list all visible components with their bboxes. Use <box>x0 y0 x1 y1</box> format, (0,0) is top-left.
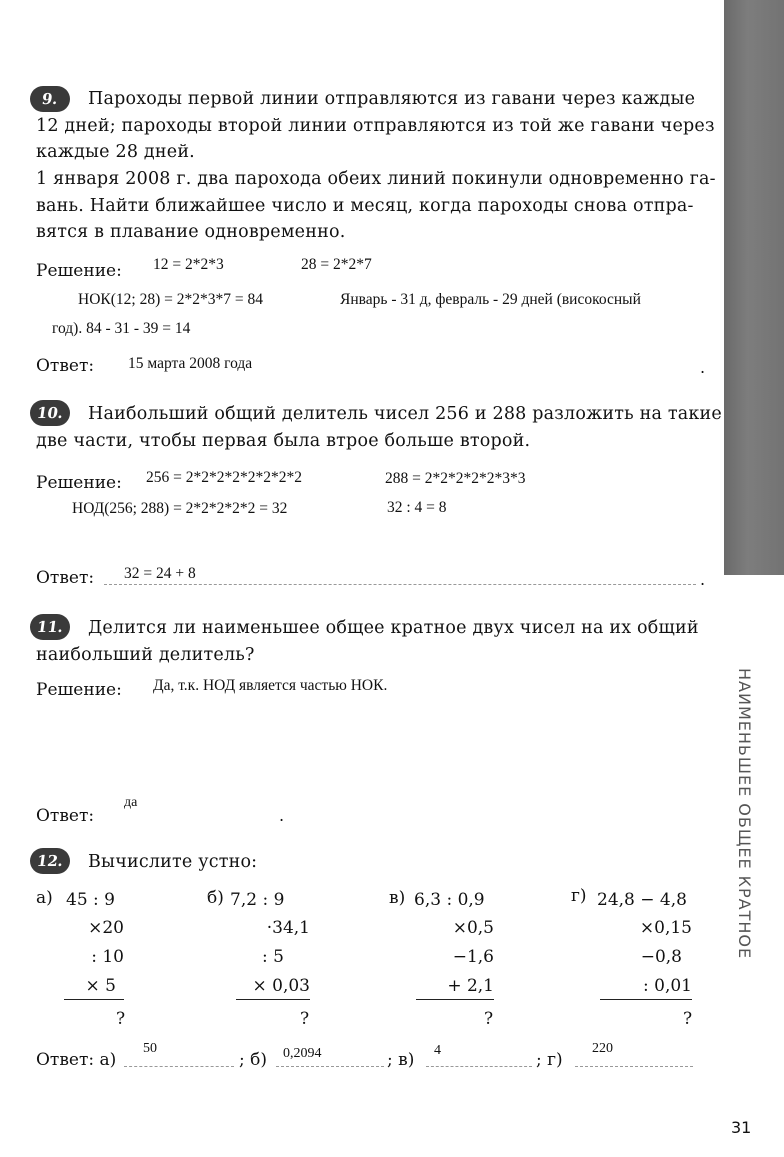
task-12d-step-3: : 0,01 <box>643 976 692 996</box>
task-12b-step-3: × 0,03 <box>252 976 310 996</box>
task-12-badge: 12. <box>30 848 70 874</box>
task-12b-rule <box>236 999 310 1000</box>
task-12c-step-1: ×0,5 <box>452 918 494 938</box>
task-12b-label: б) <box>207 888 224 908</box>
task-10-division: 32 : 4 = 8 <box>387 499 447 516</box>
task-10-line-2: две части, чтобы первая была втрое больше второй. <box>36 431 531 451</box>
task-12d-rule <box>600 999 692 1000</box>
task-10-answer-dot: . <box>700 570 706 589</box>
task-9-factor-12: 12 = 2*2*3 <box>153 256 224 273</box>
task-10-line-1: Наибольший общий делитель чисел 256 и 288 разложить на такие <box>88 404 722 424</box>
task-12a-label: а) <box>36 888 53 908</box>
task-10-gcd: НОД(256; 288) = 2*2*2*2*2 = 32 <box>72 500 288 517</box>
task-12a-step-1: ×20 <box>88 918 124 938</box>
task-12-answer-d: 220 <box>592 1041 613 1056</box>
task-11-line-1: Делится ли наименьшее общее кратное двух чисел на их общий <box>88 618 699 638</box>
task-12-answer-b-line <box>276 1066 384 1068</box>
task-9-line-2: 12 дней; пароходы второй линии отправляются из той же гавани через <box>36 116 715 136</box>
task-12-answer-b: 0,2094 <box>283 1046 322 1061</box>
task-10-answer-label: Ответ: <box>36 568 95 588</box>
task-10-solution-label: Решение: <box>36 473 122 493</box>
task-11-line-2: наибольший делитель? <box>36 645 255 665</box>
task-12-answer-d-label: ; г) <box>536 1050 563 1070</box>
task-10-factor-288: 288 = 2*2*2*2*2*3*3 <box>385 470 526 487</box>
task-10-answer-line <box>104 584 696 586</box>
task-11-answer: да <box>124 795 138 810</box>
task-12c-step-2: −1,6 <box>452 947 494 967</box>
task-9-lcm: НОК(12; 28) = 2*2*3*7 = 84 <box>78 291 263 308</box>
task-12c-step-3: + 2,1 <box>447 976 494 996</box>
task-12a-step-3: × 5 <box>85 976 116 996</box>
task-10-badge: 10. <box>30 400 70 426</box>
task-10-factor-256: 256 = 2*2*2*2*2*2*2*2 <box>146 469 302 486</box>
task-11-solution: Да, т.к. НОД является частью НОК. <box>153 677 388 694</box>
task-12-answer-a: 50 <box>143 1041 157 1056</box>
task-12d-start: 24,8 − 4,8 <box>597 890 687 910</box>
task-12-answer-d-line <box>575 1066 693 1068</box>
task-12c-rule <box>416 999 494 1000</box>
task-12b-result: ? <box>300 1009 310 1029</box>
task-11-answer-dot: . <box>279 806 285 825</box>
task-9-line-6: вятся в плавание одновременно. <box>36 222 346 242</box>
task-12-answer-a-line <box>124 1066 234 1068</box>
task-9-year-calc: год). 84 - 31 - 39 = 14 <box>52 320 191 337</box>
task-12c-label: в) <box>389 888 406 908</box>
side-chapter-title: НАИМЕНЬШЕЕ ОБЩЕЕ КРАТНОЕ <box>735 668 754 960</box>
task-12-answer-b-label: ; б) <box>239 1050 267 1070</box>
task-12-answer-c: 4 <box>434 1043 441 1058</box>
task-12c-start: 6,3 : 0,9 <box>414 890 485 910</box>
task-10-answer: 32 = 24 + 8 <box>124 565 196 582</box>
task-11-answer-label: Ответ: <box>36 806 95 826</box>
task-12d-step-2: −0,8 <box>640 947 682 967</box>
task-9-line-3: каждые 28 дней. <box>36 142 195 162</box>
page-number: 31 <box>731 1118 752 1137</box>
task-12c-result: ? <box>484 1009 494 1029</box>
task-9-solution-label: Решение: <box>36 261 122 281</box>
task-12-answer-c-line <box>426 1066 532 1068</box>
task-12d-label: г) <box>571 886 587 906</box>
task-12b-step-1: ·34,1 <box>266 918 310 938</box>
task-12a-rule <box>64 999 124 1000</box>
task-12d-result: ? <box>683 1009 693 1029</box>
task-9-badge: 9. <box>30 86 70 112</box>
task-12d-step-1: ×0,15 <box>639 918 692 938</box>
task-12-answer-c-label: ; в) <box>387 1050 415 1070</box>
task-9-factor-28: 28 = 2*2*7 <box>301 256 372 273</box>
task-11-solution-label: Решение: <box>36 680 122 700</box>
task-9-answer-dot: . <box>700 358 706 377</box>
task-12a-result: ? <box>116 1009 126 1029</box>
task-9-months: Январь - 31 д, февраль - 29 дней (високосный <box>340 291 641 308</box>
task-9-answer-label: Ответ: <box>36 356 95 376</box>
task-9-answer: 15 марта 2008 года <box>128 355 253 372</box>
task-12a-step-2: : 10 <box>91 947 124 967</box>
task-12b-step-2: : 5 <box>262 947 284 967</box>
task-12-answer-prefix: Ответ: а) <box>36 1050 117 1070</box>
task-11-badge: 11. <box>30 614 70 640</box>
side-tab-shade <box>724 0 784 575</box>
task-12b-start: 7,2 : 9 <box>230 890 285 910</box>
task-9-line-1: Пароходы первой линии отправляются из гавани через каждые <box>88 89 696 109</box>
task-12-title: Вычислите устно: <box>88 852 258 872</box>
task-9-line-4: 1 января 2008 г. два парохода обеих линий покинули одновременно га- <box>36 169 716 189</box>
task-12a-start: 45 : 9 <box>66 890 115 910</box>
task-9-line-5: вань. Найти ближайшее число и месяц, когда пароходы снова отпра- <box>36 196 694 216</box>
